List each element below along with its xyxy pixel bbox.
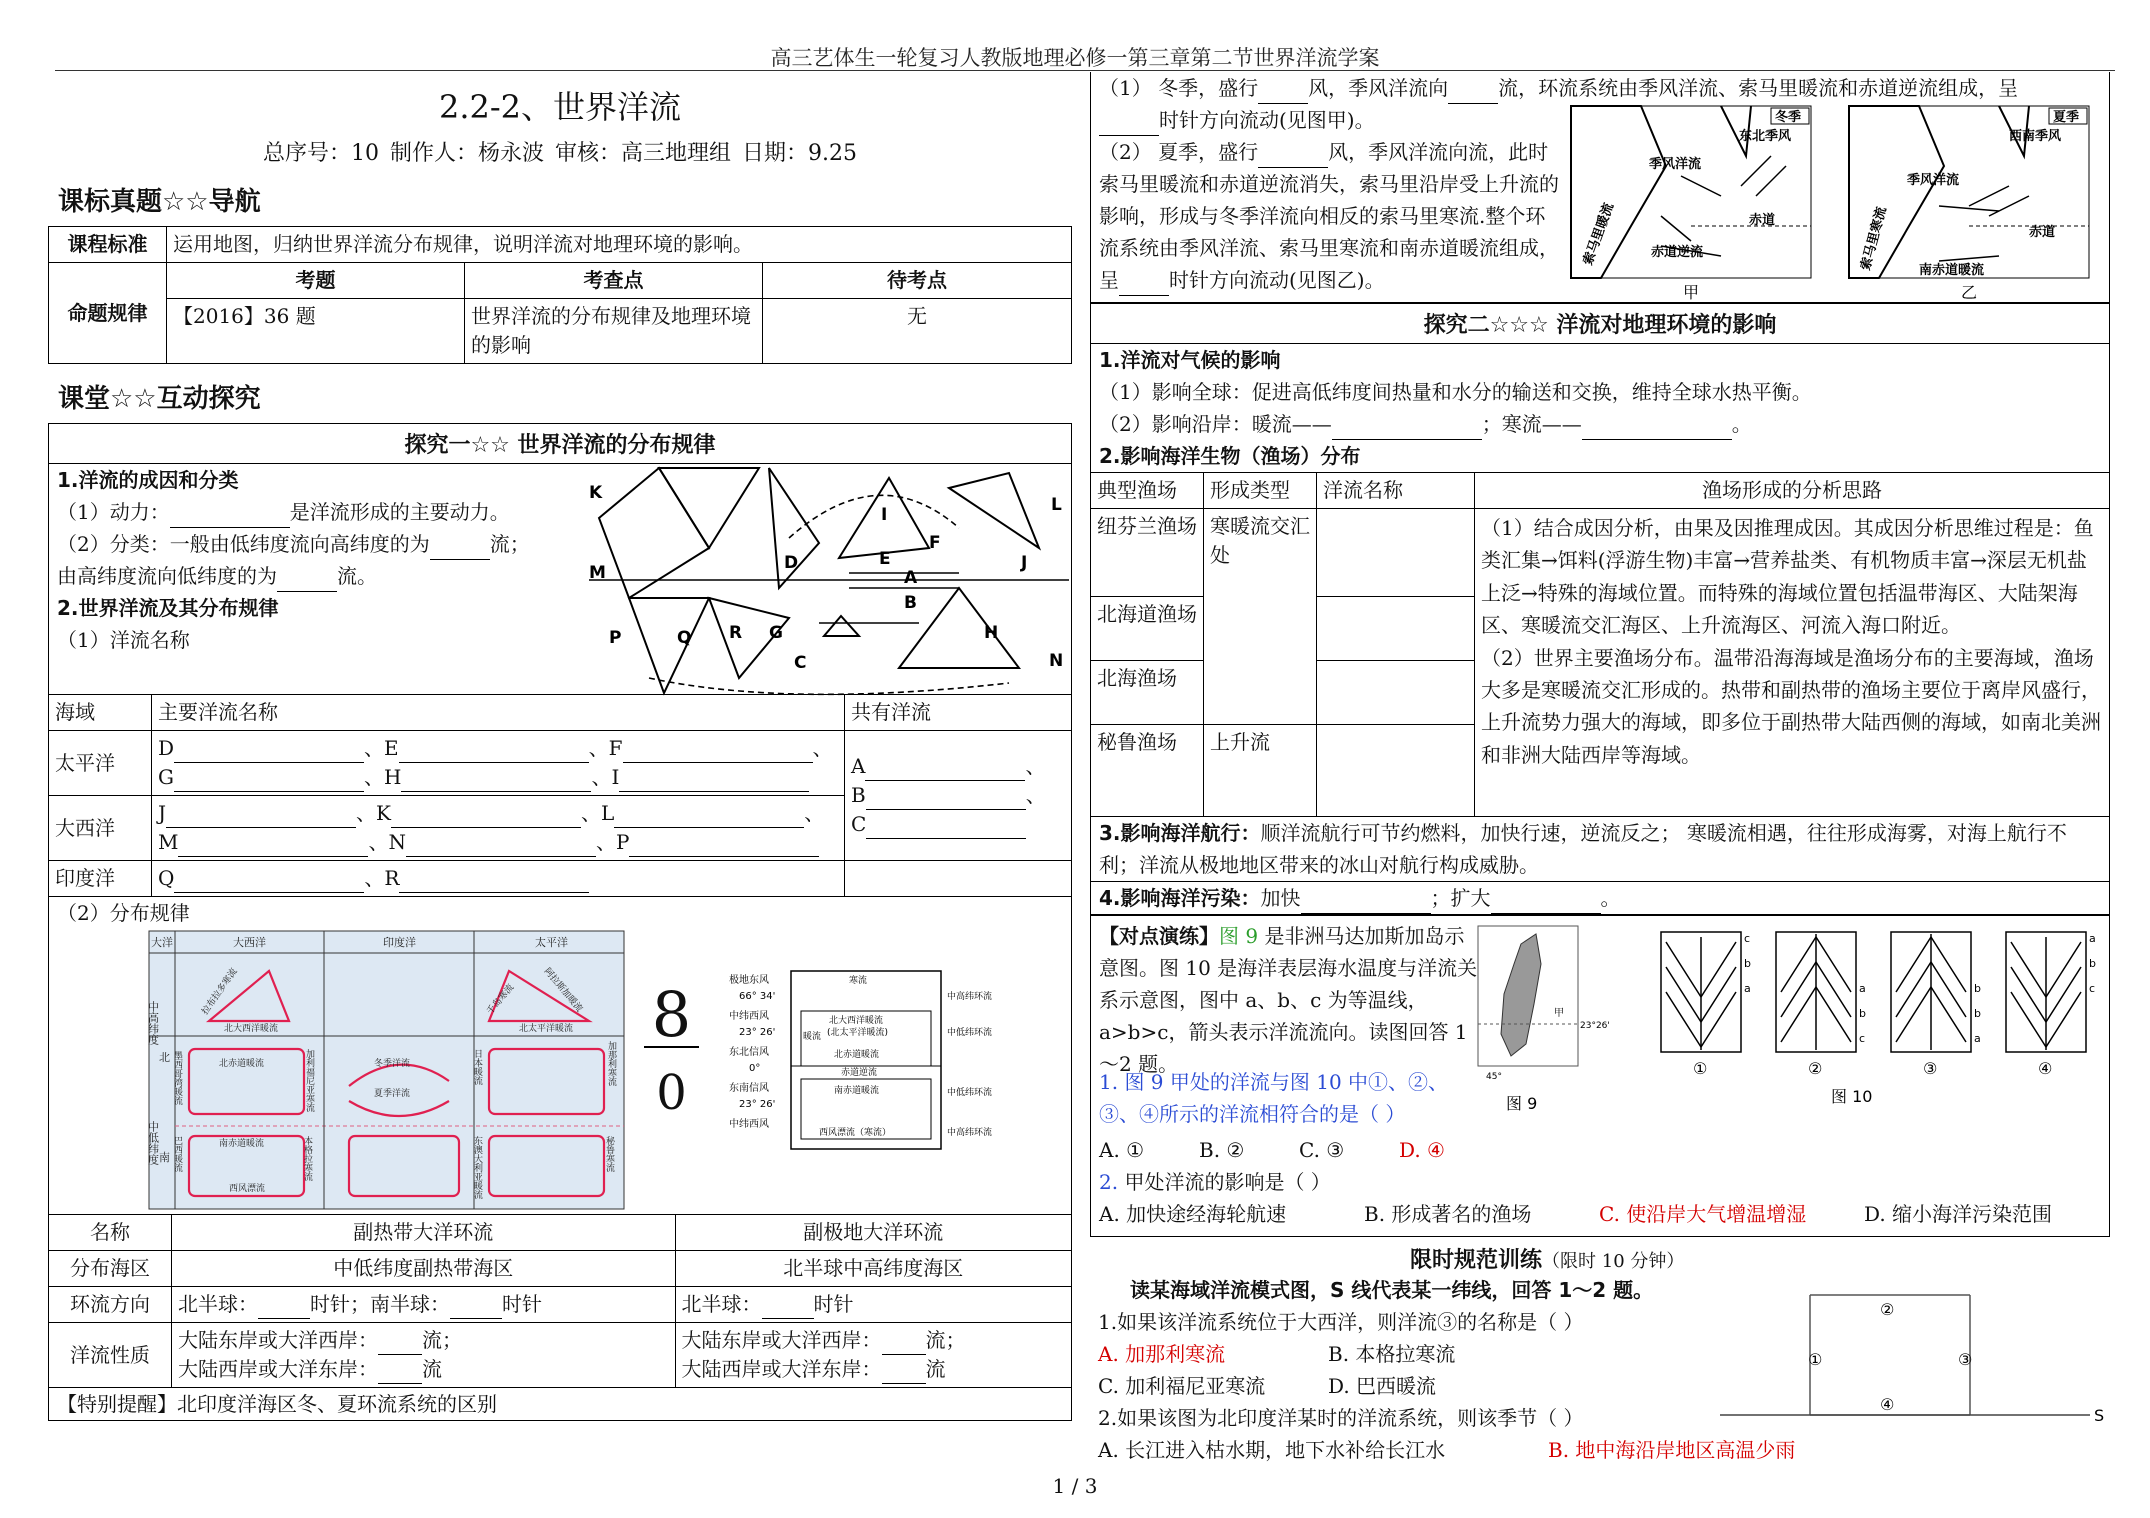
svg-text:印度洋: 印度洋 — [383, 936, 416, 949]
ocean-current-model-diagram — [589, 468, 1069, 690]
svg-text:季风洋流: 季风洋流 — [1907, 173, 1960, 188]
svg-text:西风漂流: 西风漂流 — [229, 1184, 266, 1194]
svg-text:②: ② — [1880, 1300, 1895, 1319]
svg-text:66° 34': 66° 34' — [739, 991, 776, 1002]
big-zero: 0 — [656, 1065, 687, 1121]
svg-text:索马里寒流: 索马里寒流 — [1858, 205, 1890, 273]
blank-gyre-sub[interactable] — [762, 1298, 814, 1319]
svg-text:23° 26': 23° 26' — [739, 1027, 776, 1038]
gyre-h0: 名称 — [49, 1215, 172, 1251]
svg-text:太平洋: 太平洋 — [535, 936, 568, 949]
blank-warm-effect[interactable] — [1332, 419, 1482, 440]
ocean-h1: 海域 — [49, 695, 152, 731]
blank-summer-wind[interactable] — [1258, 147, 1328, 168]
map-letter-m: M — [589, 563, 606, 583]
svg-text:北太平洋暖流: 北太平洋暖流 — [519, 1024, 574, 1034]
t2-opt-b[interactable]: B. 地中海沿岸地区高温少雨 — [1548, 1438, 1796, 1462]
svg-text:c: c — [2089, 982, 2096, 995]
svg-text:中低纬度: 中低纬度 — [146, 1121, 160, 1165]
pollution-text: 4.影响海洋污染：加快 ；扩大 。 — [1091, 882, 2109, 914]
svg-text:墨西哥湾暖流: 墨西哥湾暖流 — [172, 1051, 182, 1105]
navigation-text: 3.影响海洋航行：顺洋流航行可节约燃料，加快行速，逆流反之； 寒暖流相遇，往往形成海雾，对海上航行不利；洋流从极地地区带来的冰山对航行构成威胁。 — [1091, 817, 2109, 882]
svg-text:东北季风: 东北季风 — [1739, 129, 1792, 144]
fish-h1: 形成类型 — [1204, 473, 1317, 509]
wind-belt-circulation-diagram — [729, 969, 1009, 1159]
svg-text:西南季风: 西南季风 — [2009, 129, 2062, 144]
fish-north-sea: 北海渔场 — [1091, 661, 1204, 725]
ocean-h3: 共有洋流 — [845, 695, 1072, 731]
explore-one-box — [48, 423, 1072, 1421]
fish-peru: 秘鲁渔场 — [1091, 725, 1204, 817]
map-letter-d: D — [784, 553, 799, 573]
q2-opt-b[interactable]: B. 形成著名的渔场 — [1364, 1202, 1532, 1226]
svg-text:b: b — [2089, 957, 2096, 970]
gyre-h2: 副极地大洋环流 — [675, 1215, 1071, 1251]
blank-cold-effect[interactable] — [1582, 419, 1732, 440]
madagascar-figure — [1476, 924, 1646, 1124]
t1-opt-b[interactable]: B. 本格拉寒流 — [1328, 1342, 1456, 1366]
svg-text:①: ① — [1693, 1059, 1708, 1078]
fish-type-mixing: 寒暖流交汇处 — [1204, 509, 1317, 725]
svg-text:赤道: 赤道 — [2029, 225, 2056, 240]
svg-text:a: a — [2089, 932, 2096, 945]
svg-text:极地东风: 极地东风 — [729, 975, 769, 986]
blank-summer-clock[interactable] — [1119, 275, 1169, 296]
svg-text:图 9: 图 9 — [1506, 1094, 1538, 1113]
practice-options: A. ① B. ② C. ③ D. ④ 2. 甲处洋流的影响是（ ） A. 加快途经海轮航速 B. 形成著名的渔场 C. 使沿岸大气增温增湿 D. 缩小海洋污染范围 — [1091, 1134, 2117, 1230]
svg-text:④: ④ — [1880, 1395, 1895, 1414]
blank-fish-1[interactable] — [1317, 509, 1475, 597]
explore-one-intro: 1.洋流的成因和分类 （1）动力： 是洋流形成的主要动力。 （2）分类：一般由低纬度流向高纬度的为 流； 由高纬度流向低纬度的为 流。 2.世界洋流及其分布规律 （1）洋流名称 K L I F J M D E A B P Q R G H C N — [49, 464, 1071, 694]
q1-opt-d[interactable]: D. ④ — [1399, 1138, 1445, 1162]
map-letter-r: R — [729, 623, 743, 643]
blank-k[interactable] — [391, 807, 581, 828]
training-title: 限时规范训练 — [1410, 1248, 1543, 1273]
svg-text:S: S — [2094, 1406, 2105, 1425]
monsoon-text: 时针方向流动(见图甲)。 （2） 夏季，盛行 风，季风洋流向流，此时索马里暖流和赤道逆流消失，索马里沿岸受上升流的影响，形成与冬季洋流向相反的索马里寒流.整个环流系统由季风洋流、索马里寒流和南赤道暖流组成，呈 时针方向流动(见图乙)。 — [1091, 104, 1572, 296]
training-subtitle: （限时 10 分钟） — [1542, 1251, 1685, 1272]
rule-h3: 待考点 — [763, 263, 1072, 299]
map-letter-c: C — [794, 653, 807, 673]
fishery-head: 2.影响海洋生物（渔场）分布 — [1099, 444, 1361, 468]
svg-text:北赤道暖流: 北赤道暖流 — [219, 1059, 265, 1069]
pattern-figures — [49, 929, 1071, 1214]
svg-text:冬季: 冬季 — [1775, 110, 1802, 125]
svg-text:东北信风: 东北信风 — [729, 1047, 769, 1058]
svg-text:大洋: 大洋 — [151, 936, 173, 949]
blank-h[interactable] — [401, 771, 591, 792]
header-rule — [55, 70, 2115, 71]
svg-text:夏季洋流: 夏季洋流 — [374, 1089, 411, 1099]
ocean-circulation-pattern-diagram — [146, 931, 624, 1209]
svg-text:大西洋: 大西洋 — [233, 936, 266, 949]
t1-opt-c[interactable]: C. 加利福尼亚寒流 — [1098, 1374, 1266, 1398]
blank-nature-4[interactable] — [882, 1363, 926, 1384]
map-letter-l: L — [1051, 495, 1062, 515]
svg-text:加那利寒流: 加那利寒流 — [606, 1041, 616, 1086]
svg-text:c: c — [1744, 932, 1751, 945]
isotherm-figure — [1651, 922, 2101, 1122]
svg-text:a: a — [1744, 982, 1751, 995]
q2-opt-a[interactable]: A. 加快途经海轮航速 — [1099, 1202, 1287, 1226]
svg-text:北赤道暖流: 北赤道暖流 — [834, 1050, 880, 1060]
left-column — [48, 72, 1072, 1421]
doc-title: 2.2-2、世界洋流 — [438, 88, 682, 126]
training-q2-options — [1090, 1434, 2116, 1466]
practice-q1: 1. 图 9 甲处的洋流与图 10 中①、②、③、④所示的洋流相符合的是（ ） — [1099, 1070, 1449, 1126]
fish-analysis-2: （2）世界主要渔场分布。温带沿海海域是渔场分布的主要海域，渔场大多是寒暖流交汇形成的。热带和副热带的渔场主要位于离岸风盛行，上升流势力强大的海域，即多位于副热带大陆西侧的海域，如南北美洲和非洲大陆西岸等海域。 — [1481, 645, 2101, 767]
map-letter-e: E — [879, 549, 891, 569]
rule-h2: 考查点 — [465, 263, 763, 299]
fish-hokkaido: 北海道渔场 — [1091, 597, 1204, 661]
svg-text:b: b — [1744, 957, 1751, 970]
blank-e[interactable] — [399, 742, 589, 763]
blank-j[interactable] — [166, 807, 356, 828]
svg-text:北: 北 — [159, 1051, 170, 1064]
practice-box — [1090, 915, 2110, 1237]
map-letter-h: H — [984, 623, 999, 643]
fishery-table — [1091, 472, 2109, 817]
explore-two-box: 探究二☆☆☆ 洋流对地理环境的影响 1.洋流对气候的影响 （1）影响全球：促进高低纬度间热量和水分的输送和交换，维持全球水热平衡。 （2）影响沿岸：暖流—— ；寒流—— 。 2.影响海洋生物（渔场）分布 典型渔场 形成类型 洋流名称 渔场形成的分析思路 纽芬兰渔场 寒暖流交汇处 （1）结合成因分析，由果及因推理成因。其成因分析思维过程是：鱼类汇集→饵料(浮游生物)丰富→营养盐类、有机物质丰富→深层无机盐上泛→特殊的海域位置。而特殊的海域位置包括温带海区、大陆架海区、寒暖流交汇海区、上升流海区、河流入海口附近。 （2）世界主要渔场分布。温带沿海海域是渔场分布的主要海域，渔场大多是寒暖流交汇形成的。热带和副热带的渔场主要位于离岸风盛行，上升流势力强大的海域，即多位于副热带大陆西侧的海域，如南北美洲和非洲大陆西岸等海域。 北海道渔场 北海渔场 秘鲁渔场 上升流 3.影响海洋航行：顺洋流航行可节约燃料，加快行速，逆流反之； 寒暖流相遇，往往形成海雾，对海上航行不利；洋流从极地地区带来的冰山对航行构成威胁。 4.影响海洋污染：加快 ；扩大 。 — [1090, 303, 2110, 915]
summer-current-figure — [1849, 106, 2089, 301]
monsoon-box — [1090, 72, 2110, 303]
fish-analysis-1: （1）结合成因分析，由果及因推理成因。其成因分析思维过程是：鱼类汇集→饵料(浮游生物)丰富→营养盐类、有机物质丰富→深层无机盐上泛→特殊的海域位置。而特殊的海域位置包括温带海区、大陆架海区、寒暖流交汇海区、上升流海区、河流入海口附近。 — [1481, 516, 2094, 638]
blank-pollution-1[interactable] — [1301, 893, 1431, 914]
gyre-table: 名称 副热带大洋环流 副极地大洋环流 分布海区 中低纬度副热带海区 北半球中高纬度海区 环流方向 北半球： 时针；南半球： 时针 北半球： 时针 洋流性质 大陆东岸或大洋西岸： 流； 大陆西岸或大洋东岸： 流 大陆东岸或大洋西岸： 流； 大陆西岸或大洋东岸： 流 — [49, 1214, 1071, 1388]
svg-text:b: b — [1974, 1007, 1981, 1020]
blank-i[interactable] — [619, 771, 809, 792]
training-section — [1090, 1243, 2110, 1473]
map-letter-f: F — [929, 533, 941, 553]
subhead-causes: 1.洋流的成因和分类 — [57, 468, 239, 492]
svg-text:②: ② — [1808, 1059, 1823, 1078]
svg-text:赤道逆流: 赤道逆流 — [841, 1068, 878, 1078]
right-column — [1090, 72, 2110, 1473]
ocean-h2: 主要洋流名称 — [152, 695, 845, 731]
svg-text:23°26': 23°26' — [1580, 1021, 1610, 1031]
subhead-pattern: （2）分布规律 — [57, 901, 190, 925]
gyre-r3: 洋流性质 — [49, 1323, 172, 1388]
rule-c3: 无 — [763, 299, 1072, 364]
svg-text:巴西暖流: 巴西暖流 — [172, 1136, 182, 1172]
svg-text:中低纬环流: 中低纬环流 — [947, 1088, 993, 1098]
svg-text:赤道: 赤道 — [1749, 213, 1776, 228]
svg-text:西风漂流（寒流）: 西风漂流（寒流） — [819, 1128, 892, 1138]
svg-text:③: ③ — [1958, 1350, 1973, 1369]
blank-fish-3[interactable] — [1317, 661, 1475, 725]
t2-opt-a[interactable]: A. 长江进入枯水期，地下水补给长江水 — [1098, 1438, 1446, 1462]
fish-h2: 洋流名称 — [1317, 473, 1475, 509]
svg-text:拉布拉多寒流: 拉布拉多寒流 — [200, 966, 240, 1017]
fish-h0: 典型渔场 — [1091, 473, 1204, 509]
blank-gyre-n[interactable] — [258, 1298, 310, 1319]
svg-text:(北太平洋暖流): (北太平洋暖流) — [827, 1028, 889, 1038]
rule-c1: 【2016】36 题 — [167, 299, 465, 364]
svg-text:a: a — [1859, 982, 1866, 995]
svg-text:④: ④ — [2038, 1059, 2053, 1078]
section-classroom: 课堂☆☆互动探究 — [58, 384, 261, 414]
svg-text:甲: 甲 — [1554, 1008, 1564, 1019]
blank-l[interactable] — [614, 807, 804, 828]
map-letter-k: K — [589, 483, 603, 503]
blank-d[interactable] — [174, 742, 364, 763]
svg-text:南赤道暖流: 南赤道暖流 — [1919, 263, 1985, 278]
blank-winter-dir[interactable] — [1448, 83, 1498, 104]
q2-opt-d[interactable]: D. 缩小海洋污染范围 — [1864, 1202, 2053, 1226]
svg-text:南: 南 — [159, 1151, 170, 1164]
blank-p[interactable] — [629, 836, 819, 857]
ocean-names-table: 海域 主要洋流名称 共有洋流 太平洋 D 、E 、F 、 G 、H 、I A 、 B 、 C 大西洋 J 、K 、L 、 M 、N 、P 印度洋 Q 、R — [49, 694, 1071, 897]
blank-winter-wind[interactable] — [1258, 83, 1308, 104]
blank-r[interactable] — [399, 872, 589, 893]
svg-text:a: a — [1974, 1032, 1981, 1045]
q1-opt-c[interactable]: C. ③ — [1299, 1138, 1345, 1162]
rule-h1: 考题 — [167, 263, 465, 299]
svg-text:③: ③ — [1923, 1059, 1938, 1078]
t1-opt-a[interactable]: A. 加那利寒流 — [1098, 1342, 1226, 1366]
map-letter-b: B — [904, 593, 917, 613]
svg-text:冬季洋流: 冬季洋流 — [374, 1059, 411, 1069]
svg-text:b: b — [1859, 1007, 1866, 1020]
ocean-indian: 印度洋 — [49, 861, 152, 897]
svg-text:日本暖流: 日本暖流 — [472, 1049, 482, 1085]
blank-g[interactable] — [174, 771, 364, 792]
fish-newfoundland: 纽芬兰渔场 — [1091, 509, 1204, 597]
svg-text:北大西洋暖流: 北大西洋暖流 — [829, 1016, 884, 1026]
map-letter-i: I — [881, 505, 888, 525]
svg-text:阿拉斯加暖流: 阿拉斯加暖流 — [541, 966, 585, 1015]
fish-type-upwelling: 上升流 — [1204, 725, 1317, 817]
svg-text:c: c — [1859, 1032, 1866, 1045]
svg-text:图 10: 图 10 — [1831, 1087, 1873, 1106]
blank-a[interactable] — [865, 760, 1025, 781]
rule-label: 命题规律 — [49, 263, 167, 364]
map-letter-a: A — [904, 568, 918, 588]
gyre-r1: 分布海区 — [49, 1251, 172, 1287]
page-footer: 1 / 3 — [1052, 1474, 1098, 1498]
gyre-h1: 副热带大洋环流 — [172, 1215, 676, 1251]
ocean-pacific: 太平洋 — [49, 731, 152, 796]
big-eight: 8 — [644, 984, 699, 1048]
svg-text:中纬西风: 中纬西风 — [729, 1119, 769, 1130]
monsoon-winter: （1） 冬季，盛行 风，季风洋流向 流，环流系统由季风洋流、索马里暖流和赤道逆流组成，呈 — [1091, 72, 2122, 104]
gyre-r1b: 北半球中高纬度海区 — [675, 1251, 1071, 1287]
ocean-atlantic: 大西洋 — [49, 796, 152, 861]
winter-current-figure — [1571, 106, 1811, 301]
training-questions: 1.如果该洋流系统位于大西洋，则洋流③的名称是（ ） A. 加那利寒流 B. 本格拉寒流 C. 加利福尼亚寒流 D. 巴西暖流 2.如果该图为北印度洋某时的洋流系统，则该季节（ ） — [1098, 1310, 1584, 1430]
blank-fish-2[interactable] — [1317, 597, 1475, 661]
q2-opt-c[interactable]: C. 使沿岸大气增温增湿 — [1599, 1202, 1807, 1226]
page-header: 高三艺体生一轮复习人教版地理必修一第三章第二节世界洋流学案 — [770, 46, 1380, 70]
blank-nature-3[interactable] — [882, 1334, 926, 1355]
svg-text:夏季: 夏季 — [2053, 110, 2080, 125]
svg-text:中高纬环流: 中高纬环流 — [947, 992, 993, 1002]
svg-text:中高纬环流: 中高纬环流 — [947, 1128, 993, 1138]
q1-opt-a[interactable]: A. ① — [1099, 1138, 1145, 1162]
blank-pollution-2[interactable] — [1491, 893, 1601, 914]
svg-text:本格拉寒流: 本格拉寒流 — [302, 1136, 312, 1181]
svg-text:暖流: 暖流 — [803, 1032, 822, 1042]
t1-opt-d[interactable]: D. 巴西暖流 — [1328, 1374, 1437, 1398]
explore-one-title: 探究一☆☆ 世界洋流的分布规律 — [49, 424, 1071, 464]
blank-power[interactable] — [170, 507, 290, 528]
blank-m[interactable] — [178, 836, 368, 857]
blank-nature-2[interactable] — [378, 1363, 422, 1384]
map-letter-j: J — [1021, 553, 1028, 573]
special-tip: 【特别提醒】北印度洋海区冬、夏环流系统的区别 — [57, 1392, 497, 1416]
gyre-r2: 环流方向 — [49, 1287, 172, 1323]
svg-text:北大西洋暖流: 北大西洋暖流 — [224, 1024, 279, 1034]
svg-text:b: b — [1974, 982, 1981, 995]
blank-c[interactable] — [866, 818, 1026, 839]
svg-text:乙: 乙 — [1961, 283, 1978, 302]
standards-table — [48, 226, 1072, 364]
doc-subtitle: 总序号：10 制作人：杨永波 审核：高三地理组 日期：9.25 — [263, 141, 857, 166]
explore-two-title: 探究二☆☆☆ 洋流对地理环境的影响 — [1091, 303, 2109, 344]
subhead-distribution: 2.世界洋流及其分布规律 — [57, 596, 279, 620]
gyre-r1a: 中低纬度副热带海区 — [172, 1251, 676, 1287]
ocean-current-pattern-figure — [1720, 1285, 2110, 1435]
svg-text:南赤道暖流: 南赤道暖流 — [834, 1086, 880, 1096]
svg-text:0°: 0° — [749, 1063, 761, 1074]
blank-cold[interactable] — [277, 571, 337, 592]
blank-q[interactable] — [174, 872, 364, 893]
svg-text:东澳大利亚暖流: 东澳大利亚暖流 — [472, 1136, 482, 1199]
svg-text:南赤道暖流: 南赤道暖流 — [219, 1139, 265, 1149]
blank-winter-clock[interactable] — [1099, 115, 1159, 136]
svg-text:赤道逆流: 赤道逆流 — [1651, 245, 1704, 260]
svg-text:千岛寒流: 千岛寒流 — [485, 982, 517, 1017]
std-label: 课程标准 — [49, 227, 167, 263]
svg-text:季风洋流: 季风洋流 — [1649, 157, 1702, 172]
svg-text:中高纬度: 中高纬度 — [146, 1001, 160, 1045]
svg-text:秘鲁寒流: 秘鲁寒流 — [604, 1136, 614, 1172]
map-letter-q: Q — [677, 628, 692, 648]
svg-text:加利福尼亚寒流: 加利福尼亚寒流 — [304, 1049, 314, 1112]
blank-fish-4[interactable] — [1317, 725, 1475, 817]
svg-text:东南信风: 东南信风 — [729, 1083, 769, 1094]
climate-head: 1.洋流对气候的影响 — [1099, 348, 1281, 372]
subhead-names: （1）洋流名称 — [57, 628, 190, 652]
svg-text:寒流: 寒流 — [849, 976, 868, 986]
svg-text:23° 26': 23° 26' — [739, 1099, 776, 1110]
svg-text:45°: 45° — [1486, 1072, 1502, 1082]
svg-text:中低纬环流: 中低纬环流 — [947, 1028, 993, 1038]
map-letter-p: P — [609, 628, 622, 648]
climate-global: （1）影响全球：促进高低纬度间热量和水分的输送和交换，维持全球水热平衡。 — [1099, 380, 1812, 404]
svg-text:甲: 甲 — [1683, 283, 1700, 302]
svg-text:中纬西风: 中纬西风 — [729, 1011, 769, 1022]
std-text: 运用地图，归纳世界洋流分布规律，说明洋流对地理环境的影响。 — [167, 227, 1072, 263]
svg-text:索马里暖流: 索马里暖流 — [1580, 201, 1617, 268]
blank-nature-1[interactable] — [378, 1334, 422, 1355]
fish-h3: 渔场形成的分析思路 — [1475, 473, 2110, 509]
blank-gyre-s[interactable] — [450, 1298, 502, 1319]
q1-opt-b[interactable]: B. ② — [1199, 1138, 1245, 1162]
rule-c2: 世界洋流的分布规律及地理环境的影响 — [465, 299, 763, 364]
section-standards: 课标真题☆☆导航 — [58, 187, 261, 217]
practice-intro: 【对点演练】图 9 是非洲马达加斯加岛示意图。图 10 是海洋表层海水温度与洋流关系示意图，图中 a、b、c 为等温线，a>b>c，箭头表示洋流流向。读图回答 1～2 题。 — [1099, 924, 1478, 1076]
map-letter-g: G — [769, 623, 783, 643]
svg-text:①: ① — [1808, 1350, 1823, 1369]
map-letter-n: N — [1049, 651, 1064, 671]
blank-n[interactable] — [406, 836, 596, 857]
training-intro: 读某海域洋流模式图，S 线代表某一纬线，回答 1～2 题。 — [1130, 1278, 1654, 1302]
blank-b[interactable] — [866, 789, 1026, 810]
blank-f[interactable] — [623, 742, 813, 763]
blank-warm[interactable] — [430, 539, 490, 560]
